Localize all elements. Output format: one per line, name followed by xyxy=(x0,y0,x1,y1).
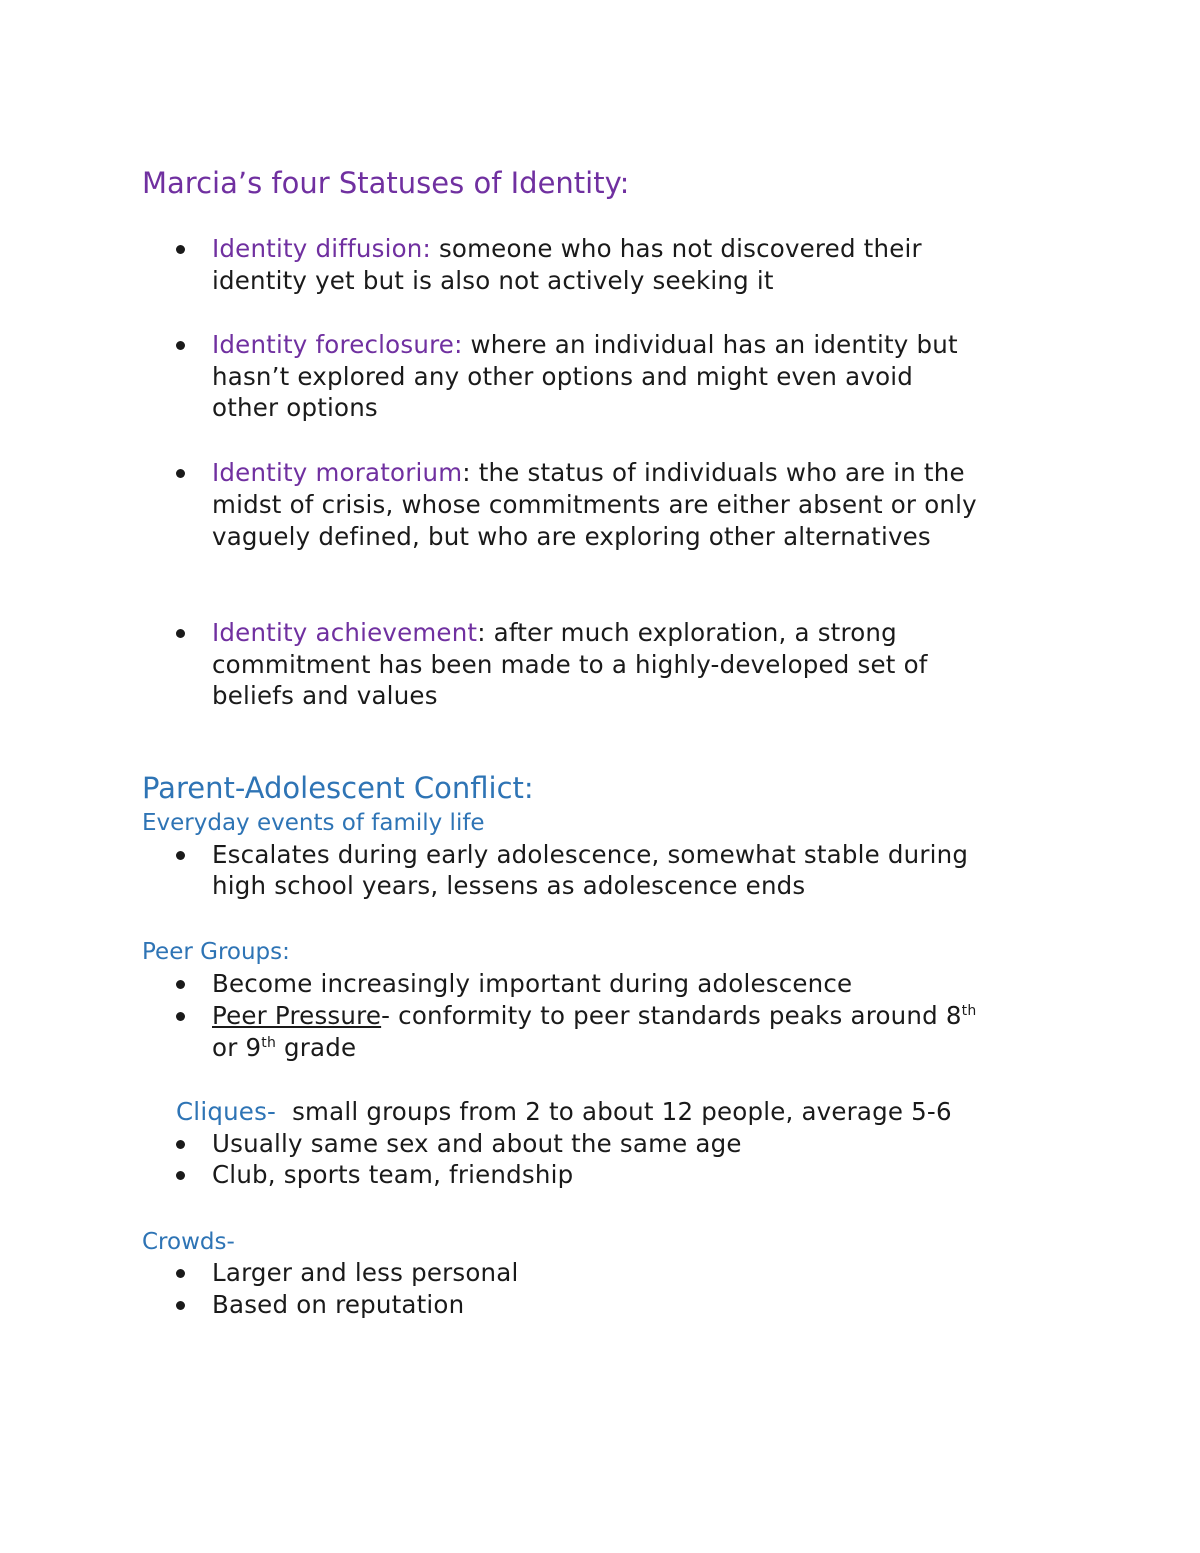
list-item: Usually same sex and about the same age xyxy=(212,1129,742,1158)
list-item-line: commitment has been made to a highly-developed set of xyxy=(212,650,928,679)
list-item: Club, sports team, friendship xyxy=(212,1160,574,1189)
conflict-subheading: Everyday events of family life xyxy=(142,810,485,836)
list-item: Escalates during early adolescence, somewhat stable during xyxy=(212,840,969,869)
identity-heading: Marcia’s four Statuses of Identity: xyxy=(142,166,630,200)
list-item-line: vaguely defined, but who are exploring other alternatives xyxy=(212,522,931,551)
list-item-identity-moratorium: Identity moratorium: the status of individuals who are in the xyxy=(212,458,965,487)
list-item-line: beliefs and values xyxy=(212,681,438,710)
list-item-line: high school years, lessens as adolescence ends xyxy=(212,871,806,900)
cliques-heading: Cliques- small groups from 2 to about 12 people, average 5-6 xyxy=(176,1097,952,1126)
list-item-line: or 9th grade xyxy=(212,1033,357,1062)
term-identity-diffusion: Identity diffusion: xyxy=(212,234,431,263)
bullet xyxy=(176,851,185,860)
peer-groups-heading: Peer Groups: xyxy=(142,939,290,965)
conflict-heading: Parent-Adolescent Conflict: xyxy=(142,771,534,805)
crowds-heading: Crowds- xyxy=(142,1229,235,1255)
list-item: Larger and less personal xyxy=(212,1258,519,1287)
list-item-line: other options xyxy=(212,393,378,422)
list-item-peer-pressure: Peer Pressure- conformity to peer standards peaks around 8th xyxy=(212,1001,977,1030)
list-item-line: midst of crisis, whose commitments are either absent or only xyxy=(212,490,977,519)
term-identity-achievement: Identity achievement xyxy=(212,618,478,647)
list-item-line: hasn’t explored any other options and might even avoid xyxy=(212,362,914,391)
bullet xyxy=(176,1171,185,1180)
bullet xyxy=(176,245,185,254)
bullet xyxy=(176,1301,185,1310)
bullet xyxy=(176,1140,185,1149)
term-identity-moratorium: Identity moratorium xyxy=(212,458,463,487)
list-item: Become increasingly important during adolescence xyxy=(212,969,853,998)
bullet xyxy=(176,1269,185,1278)
bullet xyxy=(176,980,185,989)
list-item: Based on reputation xyxy=(212,1290,465,1319)
bullet xyxy=(176,1012,185,1021)
list-item-identity-foreclosure: Identity foreclosure: where an individual has an identity but xyxy=(212,330,958,359)
list-item-line: identity yet but is also not actively seeking it xyxy=(212,266,774,295)
list-item-identity-diffusion: Identity diffusion: someone who has not discovered their xyxy=(212,234,922,263)
bullet xyxy=(176,341,185,350)
bullet xyxy=(176,629,185,638)
bullet xyxy=(176,469,185,478)
term-identity-foreclosure: Identity foreclosure: xyxy=(212,330,463,359)
list-item-identity-achievement: Identity achievement: after much exploration, a strong xyxy=(212,618,897,647)
peer-pressure-term: Peer Pressure xyxy=(212,1001,382,1030)
cliques-term: Cliques- xyxy=(176,1097,277,1126)
